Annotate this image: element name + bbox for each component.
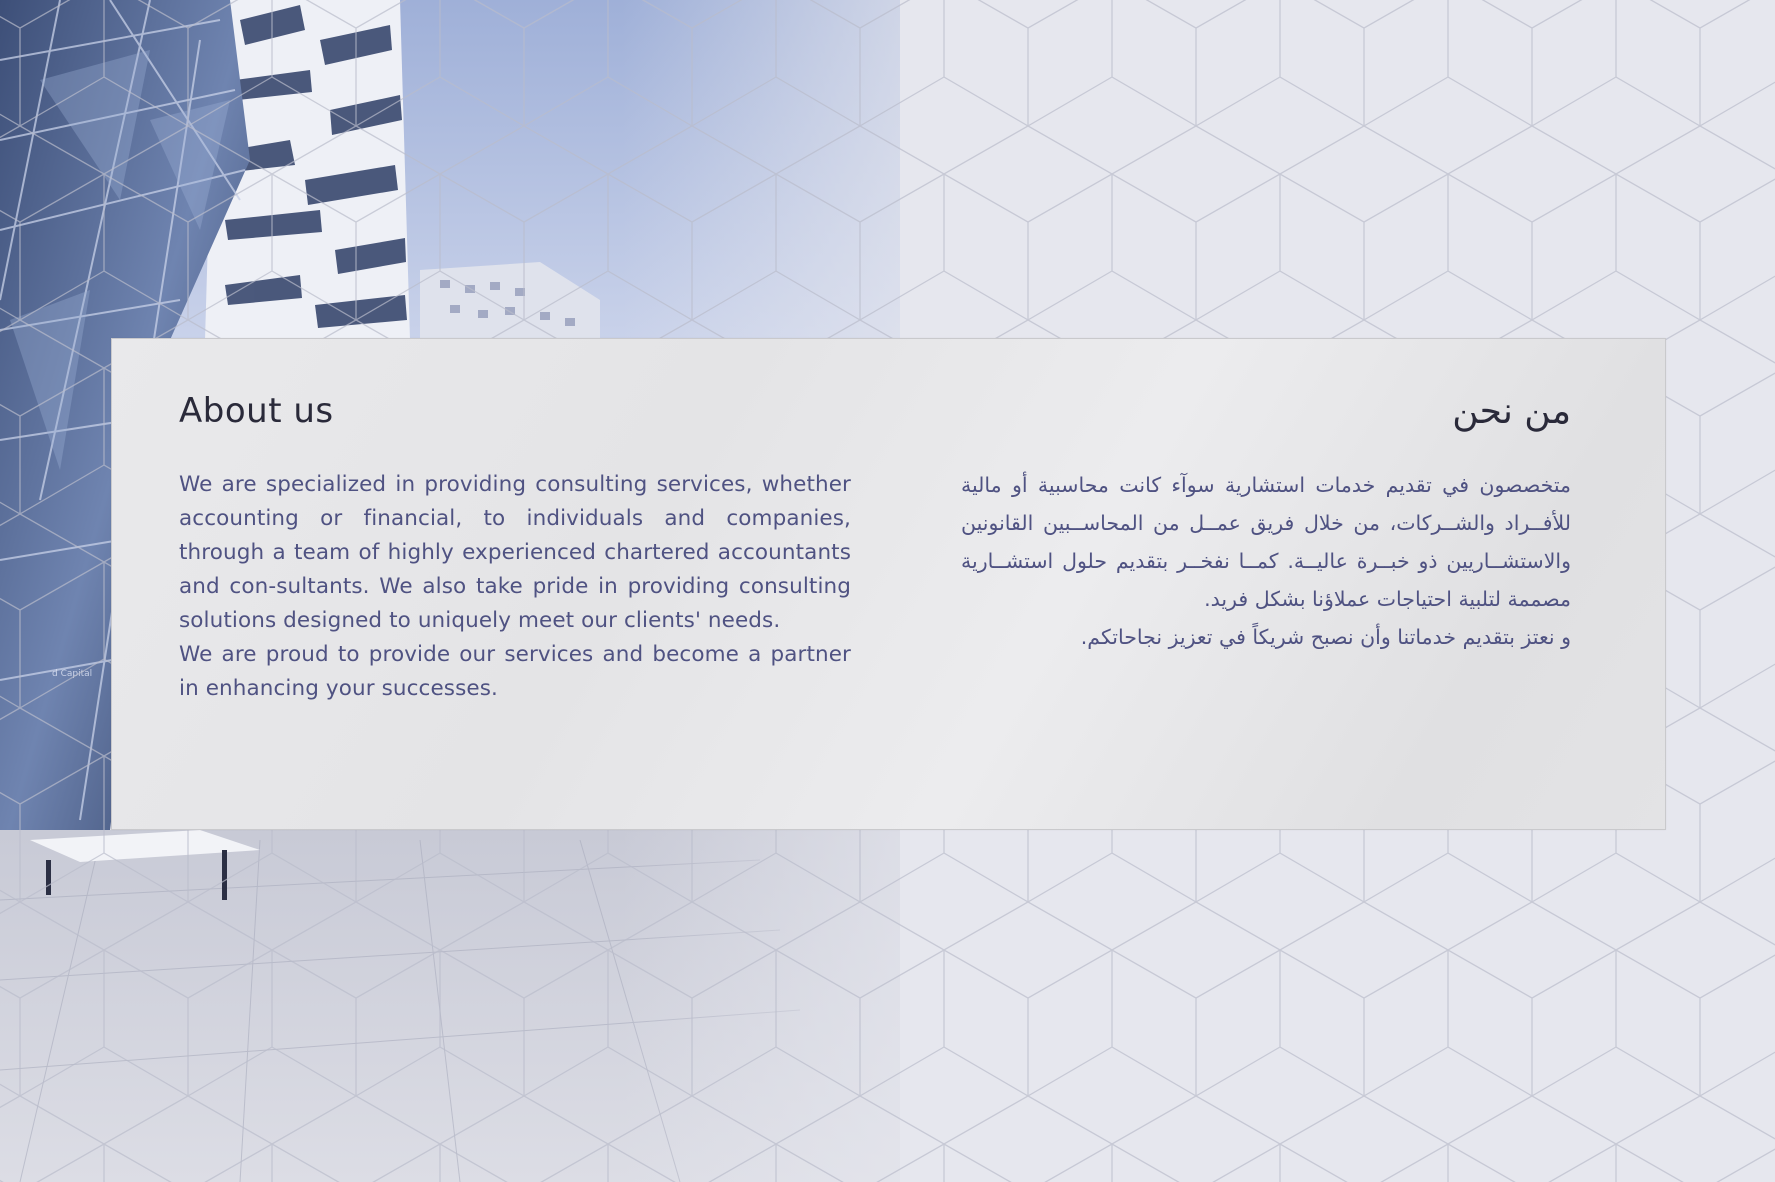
about-arabic-section xyxy=(961,391,1571,656)
about-english-section xyxy=(179,391,851,706)
about-title-en: About us xyxy=(179,391,334,431)
about-paragraph-en-1: We are specialized in providing consulting services, whether accounting or financial, to individuals and companies, through a team of highly experienced chartered accountants and con-sultants. We also take pride in providing consulting solutions designed to uniquely meet our clients' needs. xyxy=(179,472,851,633)
about-body-ar xyxy=(961,466,1571,656)
about-body-en xyxy=(179,468,851,706)
about-paragraph-ar-1: متخصصون في تقديم خدمات استشارية سوآء كانت محاسبية أو مالية للأفــراد والشــركات، من خلال فريق عمــل من المحاســبين القانونين والاستشــاريين ذو خبــرة عاليــة. كمــا نفخــر بتقديم حلول استشــارية مصممة لتلبية احتياجات عملاؤنا بشكل فريد. xyxy=(961,473,1571,611)
about-paragraph-en-2: We are proud to provide our services and become a partner in enhancing your successes. xyxy=(179,642,851,701)
about-title-ar: من نحن xyxy=(1452,391,1571,432)
about-paragraph-ar-2: و نعتز بتقديم خدماتنا وأن نصبح شريكاً في تعزيز نجاحاتكم. xyxy=(1080,625,1571,649)
about-card xyxy=(111,338,1666,830)
